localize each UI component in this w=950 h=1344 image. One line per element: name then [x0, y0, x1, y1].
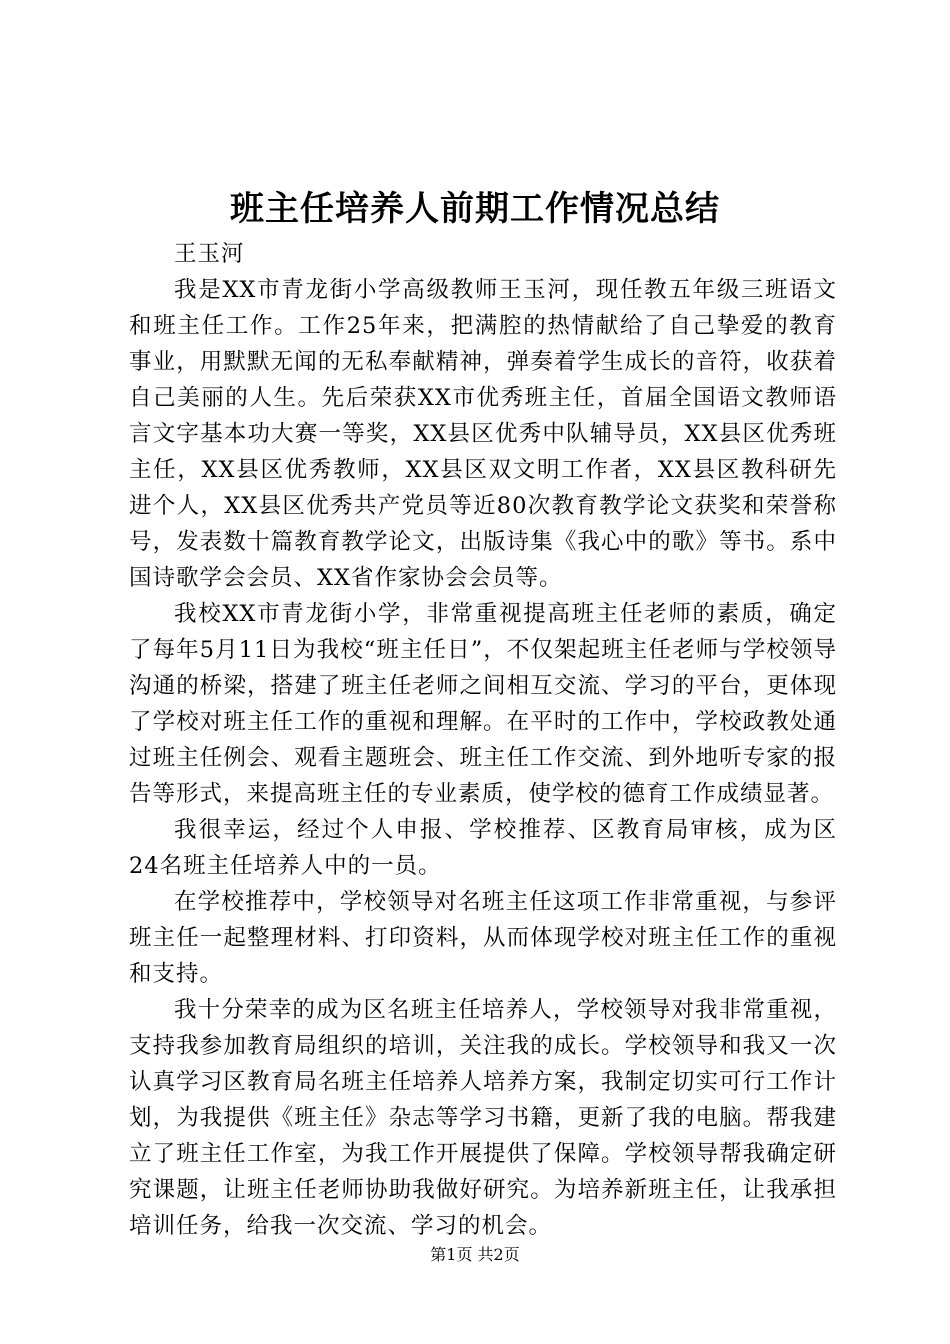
paragraph-selection: 我很幸运，经过个人申报、学校推荐、区教育局审核，成为区24名班主任培养人中的一员。 — [129, 817, 837, 879]
paragraph-school: 我校XX市青龙街小学，非常重视提高班主任老师的素质，确定了每年5月11日为我校“班主任日”，不仅架起班主任老师与学校领导沟通的桥梁，搭建了班主任老师之间相互交流、学习的平台，更体现了学校对班主任工作的重视和理解。在平时的工作中，学校政教处通过班主任例会、观看主题班会、班主任工作交流、到外地听专家的报告等形式，来提高班主任的专业素质，使学校的德育工作成绩显著。 — [129, 601, 837, 807]
document-title: 班主任培养人前期工作情况总结 — [230, 189, 720, 229]
document-body — [129, 236, 837, 1244]
page-number-footer: 第1页 共2页 — [430, 1245, 520, 1264]
paragraph-support: 我十分荣幸的成为区名班主任培养人，学校领导对我非常重视，支持我参加教育局组织的培训，关注我的成长。学校领导和我又一次认真学习区教育局名班主任培养人培养方案，我制定切实可行工作计划，为我提供《班主任》杂志等学习书籍，更新了我的电脑。帮我建立了班主任工作室，为我工作开展提供了保障。学校领导帮我确定研究课题，让班主任老师协助我做好研究。为培养新班主任，让我承担培训任务，给我一次交流、学习的机会。 — [129, 997, 837, 1239]
paragraph-recommendation: 在学校推荐中，学校领导对名班主任这项工作非常重视，与参评班主任一起整理材料、打印资料，从而体现学校对班主任工作的重视和支持。 — [129, 889, 837, 987]
paragraph-introduction: 我是XX市青龙街小学高级教师王玉河，现任教五年级三班语文和班主任工作。工作25年来，把满腔的热情献给了自己挚爱的教育事业，用默默无闻的无私奉献精神，弹奏着学生成长的音符，收获着自己美丽的人生。先后荣获XX市优秀班主任，首届全国语文教师语言文字基本功大赛一等奖，XX县区优秀中队辅导员，XX县区优秀班主任，XX县区优秀教师，XX县区双文明工作者，XX县区教科研先进个人，XX县区优秀共产党员等近80次教育教学论文获奖和荣誉称号，发表数十篇教育教学论文，出版诗集《我心中的歌》等书。系中国诗歌学会会员、XX省作家协会会员等。 — [129, 277, 837, 591]
author-name: 王玉河 — [174, 241, 245, 267]
